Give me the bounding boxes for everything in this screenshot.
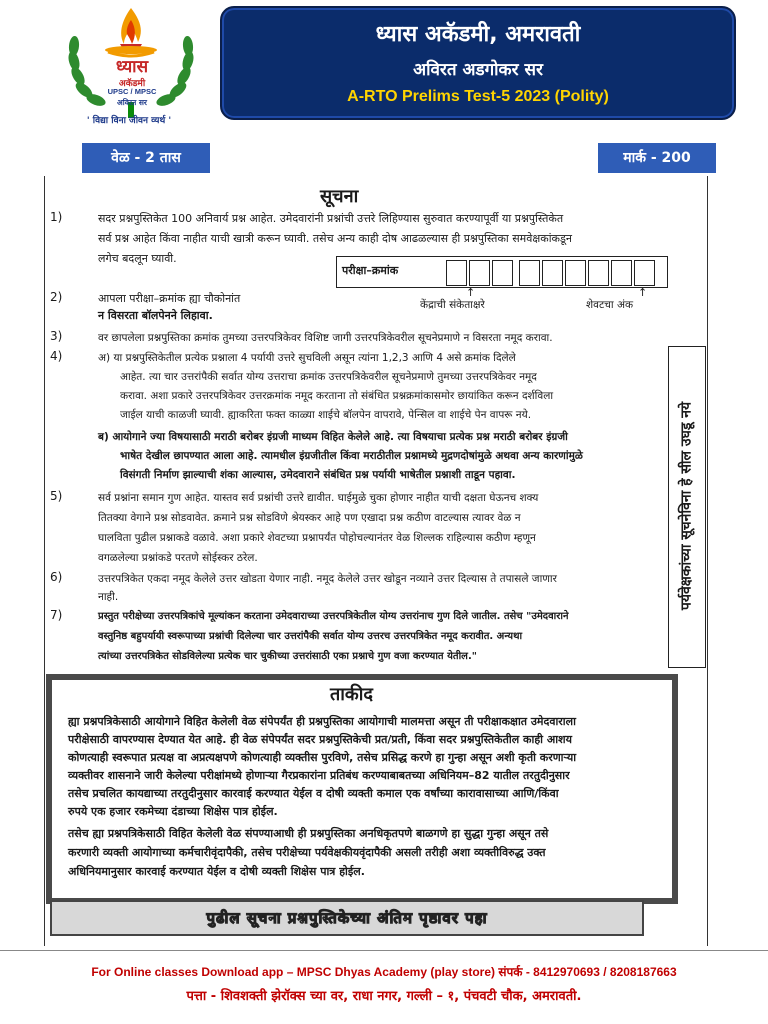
instruction-line: वस्तुनिष्ठ बहुपर्यायी स्वरूपाच्या प्रश्नांची दिलेल्या चार उत्तरांपैकी सर्वात योग्य उत्तरच उत्तरपत्रिकेत नमूद करावीत. अन्यथा [98, 631, 523, 642]
item-number: 2) [50, 290, 63, 304]
instruction-line: त्यांच्या उत्तरपत्रिकेत सोडविलेल्या प्रत्येक चार चुकीच्या उत्तरांसाठी एका प्रश्नाचे गुण वजा करण्यात येतील." [98, 651, 477, 662]
exam-number-label: परीक्षा–क्रमांक [342, 264, 399, 277]
exam-number-cell[interactable] [565, 260, 586, 286]
item-number: 1) [50, 210, 63, 224]
warning-line: अधिनियमानुसार कारवाई करण्यात येईल व दोषी व्यक्ती शिक्षेस पात्र होईल. [68, 865, 365, 878]
instruction-line: आपला परीक्षा–क्रमांक ह्या चौकोनांत [98, 292, 241, 305]
exam-number-cell[interactable] [588, 260, 609, 286]
instruction-line: सदर प्रश्नपुस्तिकेत 100 अनिवार्य प्रश्न आहेत. उमेदवारांनी प्रश्नांची उत्तरे लिहिण्यास सुरुवात करण्यापूर्वी या प्रश्नपुस्तिकेत [98, 212, 564, 225]
warning-line: तसेच प्रचलित कायद्याच्या तरतुदीनुसार कारवाई करण्यात येईल व दोषी व्यक्ती कमाल एक वर्षांच्या कारावासाच्या आणि/किंवा [68, 787, 559, 800]
item-number: 5) [50, 489, 63, 503]
instruction-line: सर्व प्रश्नांना समान गुण आहेत. यास्तव सर्व प्रश्नांची उत्तरे द्यावीत. घाईमुळे चुका होणार नाहीत याची दक्षता घेऊनच शक्य [98, 492, 539, 504]
exam-number-cell[interactable] [469, 260, 490, 286]
exam-number-cell[interactable] [492, 260, 513, 286]
item-number: 3) [50, 329, 63, 343]
item-number: 4) [50, 349, 63, 363]
instructions-title: सूचना [320, 186, 359, 207]
exam-number-cell[interactable] [542, 260, 563, 286]
logo-brand: ध्यास [115, 57, 149, 77]
teacher-name: अविरत अडगोकर सर [413, 60, 543, 80]
banner-text: पुढील सूचना प्रश्नपुस्तिकेच्या अंतिम पृष्ठावर पहा [206, 909, 488, 927]
warning-line: व्यक्तीवर शासनाने जारी केलेल्या परीक्षांमध्ये होणाऱ्या गैरप्रकारांना प्रतिबंध करण्याबाबतच्या अधिनियम–82 यातील तरतुदीनुसार [68, 769, 570, 782]
instruction-line: घालविता पुढील प्रश्नाकडे वळावे. अशा प्रकारे शेवटच्या प्रश्नापर्यंत पोहोचल्यानंतर वेळ शिल्लक राहिल्यास कठीण म्हणून [98, 532, 536, 544]
centre-code-label: केंद्राची संकेताक्षरे [420, 299, 485, 311]
footer-contact: For Online classes Download app – MPSC Dhyas Academy (play store) संपर्क - 8412970693 / 8208187663 [91, 965, 677, 979]
logo-motto: ' विद्या विना जीवन व्यर्थ ' [86, 116, 172, 126]
test-title: A-RTO Prelims Test-5 2023 (Polity) [347, 88, 609, 105]
logo-tag: अविरत सर [117, 98, 147, 107]
instruction-line: आहेत. त्या चार उत्तरांपैकी सर्वात योग्य उत्तराचा क्रमांक उत्तरपत्रिकेवरील सूचनेप्रमाणे तुमच्या उत्तरपत्रिकेवर नमूद [120, 371, 537, 383]
seal-warning-text: पर्यवेक्षकांच्या सूचनेविना हे सील उघडू नये [678, 401, 695, 611]
last-digit-label: शेवटचा अंक [586, 299, 634, 311]
instruction-line: न विसरता बॉलपेनने लिहावा. [98, 309, 213, 322]
instruction-line: ब) आयोगाने ज्या विषयासाठी मराठी बरोबर इंग्रजी माध्यम विहित केलेले आहे. त्या विषयाचा प्रत्येक प्रश्न मराठी बरोबर इंग्रजी [98, 431, 568, 443]
exam-number-cell[interactable] [446, 260, 467, 286]
instruction-line: तितक्या वेगाने प्रश्न सोडवावेत. क्रमाने प्रश्न सोडविणे श्रेयस्कर आहे पण एखादा प्रश्न कठीण वाटल्यास त्यावर वेळ न [98, 512, 521, 524]
warning-line: ह्या प्रश्नपत्रिकेसाठी आयोगाने विहित केलेली वेळ संपेपर्यंत ही प्रश्नपुस्तिका आयोगाची मालमत्ता असून ती परीक्षाकक्षात उमेदवाराला [68, 715, 576, 728]
instruction-line: सर्व प्रश्न आहेत किंवा नाहीत याची खात्री करून घ्यावी. तसेच अन्य काही दोष आढळल्यास ही प्रश्नपुस्तिका समवेक्षकांकडून [98, 232, 572, 245]
instruction-line: नाही. [98, 591, 119, 603]
exam-number-cell[interactable] [611, 260, 632, 286]
instruction-line: करावा. अशा प्रकारे उत्तरपत्रिकेवर उत्तरक्रमांक नमूद करताना तो संबंधित प्रश्नक्रमांकासमोर छायांकित करून दर्शविला [120, 390, 554, 402]
warning-line: परीक्षेसाठी वापरण्यास देण्यात येत आहे. ही वेळ संपेपर्यंत सदर प्रश्नपुस्तिकेची प्रत/प्रती, किंवा सदर प्रश्नपुस्तिकेतील काही आशय [68, 733, 572, 746]
instruction-line: जाईल याची काळजी घ्यावी. ह्याकरिता फक्त काळ्या शाईचे बॉलपेन वापरावे, पेन्सिल वा शाईचे पेन वापरू नये. [120, 409, 532, 421]
next-instructions-banner [50, 900, 644, 936]
marks-badge: मार्क - 200 [598, 143, 716, 173]
item-number: 6) [50, 570, 63, 584]
exam-number-cell[interactable] [634, 260, 655, 286]
time-badge: वेळ - 2 तास [82, 143, 210, 173]
item-number: 7) [50, 608, 63, 622]
academy-name: ध्यास अकॅडमी, अमरावती [375, 22, 581, 47]
logo-subtitle: अकॅडमी [118, 79, 146, 89]
instruction-line: वगळलेल्या प्रश्नांकडे परतणे सोईस्कर ठरेल. [98, 552, 258, 564]
instruction-line: वर छापलेला प्रश्नपुस्तिका क्रमांक तुमच्या उत्तरपत्रिकेवर विशिष्ट जागी उत्तरपत्रिकेवरील सूचनेप्रमाणे न विसरता नमूद करावा. [98, 332, 553, 344]
instruction-line: लगेच बदलून घ्यावी. [98, 252, 177, 265]
warning-line: कोणत्याही स्वरूपात प्रत्यक्ष वा अप्रत्यक्षपणे कोणत्याही व्यक्तीस पुरविणे, तसेच प्रसिद्ध करणे हा गुन्हा असून अशी कृती करणाऱ्या [68, 751, 577, 764]
footer-divider [0, 950, 768, 951]
instruction-line: उत्तरपत्रिकेत एकदा नमूद केलेले उत्तर खोडता येणार नाही. नमूद केलेले उत्तर खोडून नव्याने उत्तर दिल्यास ते तपासले जाणार [98, 573, 557, 585]
warning-line: करणारी व्यक्ती आयोगाच्या कर्मचारीवृंदापैकी, तसेच परीक्षेच्या पर्यवेक्षकीयवृंदापैकी असली तरीही अशा व्यक्तीविरुद्ध उक्त [68, 846, 546, 859]
footer-address: पत्ता - शिवशक्ती झेरॉक्स च्या वर, राधा नगर, गल्ली – १, पंचवटी चौक, अमरावती. [186, 989, 582, 1004]
warning-title: ताकीद [330, 684, 373, 705]
warning-line: रुपये एक हजार रकमेच्या दंडाच्या शिक्षेस पात्र होईल. [68, 805, 278, 818]
logo-exam-line: UPSC / MPSC [107, 87, 157, 96]
header-banner [220, 6, 736, 120]
instruction-line: प्रस्तुत परीक्षेच्या उत्तरपत्रिकांचे मूल्यांकन करताना उमेदवाराच्या उत्तरपत्रिकेतील योग्य उत्तरांनाच गुण दिले जातील. तसेच "उमेदवाराने [98, 611, 569, 622]
instruction-line: भाषेत देखील छापण्यात आला आहे. त्यामधील इंग्रजीतील किंवा मराठीतील प्रश्नामध्ये मुद्रणदोषांमुळे अथवा अन्य कारणांमुळे [120, 450, 583, 462]
instruction-line: अ) या प्रश्नपुस्तिकेतील प्रत्येक प्रश्नाला 4 पर्यायी उत्तरे सुचविली असून त्यांना 1,2,3 आणि 4 असे क्रमांक दिलेले [98, 352, 516, 364]
arrow-up-icon: ↑ [466, 286, 476, 299]
exam-number-cell[interactable] [519, 260, 540, 286]
arrow-up-icon: ↑ [638, 286, 648, 299]
instruction-line: विसंगती निर्माण झाल्याची शंका आल्यास, उमेदवाराने संबंधित प्रश्न पर्यायी भाषेतील प्रश्नाशी ताडून पहावा. [120, 469, 516, 481]
warning-line: तसेच ह्या प्रश्नपत्रिकेसाठी विहित केलेली वेळ संपण्याआधी ही प्रश्नपुस्तिका अनधिकृतपणे बाळगणे हा सुद्धा गुन्हा असून तसे [68, 827, 549, 840]
